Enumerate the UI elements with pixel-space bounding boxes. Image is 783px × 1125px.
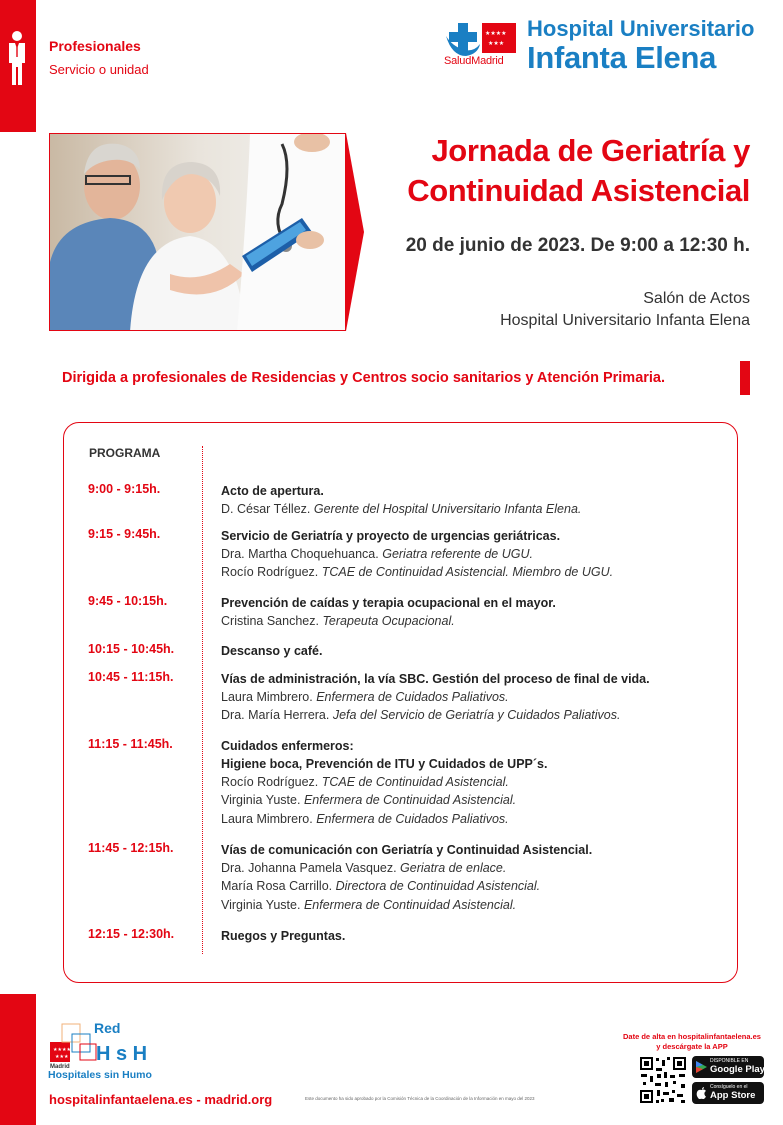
qr-code-icon[interactable] bbox=[639, 1056, 687, 1104]
program-title: Servicio de Geriatría y proyecto de urgencias geriátricas. bbox=[221, 529, 561, 543]
speaker-name: Virginia Yuste. bbox=[221, 793, 304, 808]
speaker-role: Jefa del Servicio de Geriatría y Cuidados Paliativos. bbox=[332, 708, 621, 723]
speaker-name: D. César Téllez. bbox=[221, 502, 314, 516]
program-speaker bbox=[221, 545, 731, 563]
app-text-line2: y descárgate la APP bbox=[656, 1042, 728, 1051]
program-time: 10:45 - 11:15h. bbox=[88, 670, 174, 684]
event-date: 20 de junio de 2023. De 9:00 a 12:30 h. bbox=[405, 235, 750, 256]
speaker-name: Dra. María Herrera. bbox=[221, 708, 333, 723]
program-title-2: Higiene boca, Prevención de ITU y Cuidados de UPP´s. bbox=[221, 757, 548, 771]
event-photo bbox=[49, 133, 346, 331]
speaker-name: Laura Mimbrero. bbox=[221, 690, 317, 704]
hospitales-sin-humo-label: Hospitales sin Humo bbox=[48, 1069, 152, 1081]
speaker-name: Cristina Sanchez. bbox=[221, 614, 323, 628]
app-download-text bbox=[612, 1032, 772, 1052]
program-content bbox=[221, 482, 731, 518]
program-title: Descanso y café. bbox=[221, 644, 323, 658]
speaker-role: Geriatra referente de UGU. bbox=[382, 547, 533, 561]
speaker-role: Gerente del Hospital Universitario Infanta Elena. bbox=[313, 502, 582, 516]
speaker-role: Directora de Continuidad Asistencial. bbox=[335, 879, 541, 894]
event-venue bbox=[500, 288, 750, 332]
app-store-button[interactable] bbox=[692, 1082, 764, 1104]
hospital-name-line1: Hospital Universitario bbox=[527, 16, 755, 41]
footer-red-strip bbox=[0, 994, 36, 1125]
program-speaker bbox=[221, 500, 731, 518]
target-audience: Dirigida a profesionales de Residencias y Centros socio sanitarios y Atención Primaria. bbox=[62, 370, 666, 386]
speaker-role: Enfermera de Continuidad Asistencial. bbox=[303, 897, 517, 912]
program-speaker bbox=[221, 896, 731, 914]
program-speaker bbox=[221, 688, 731, 706]
program-title: Ruegos y Preguntas. bbox=[221, 929, 346, 943]
google-play-label: Google Play bbox=[710, 1064, 765, 1075]
speaker-name: Virginia Yuste. bbox=[221, 897, 304, 912]
speaker-name: Rocío Rodríguez. bbox=[221, 565, 322, 580]
speaker-role: Enfermera de Continuidad Asistencial. bbox=[303, 793, 517, 808]
speaker-name: Dra. Johanna Pamela Vasquez. bbox=[221, 861, 401, 875]
audience-accent-bar bbox=[740, 361, 750, 395]
venue-line2: Hospital Universitario Infanta Elena bbox=[500, 312, 750, 329]
event-title bbox=[350, 131, 750, 211]
speaker-name: Dra. Martha Choquehuanca. bbox=[221, 547, 383, 561]
program-speaker bbox=[221, 859, 731, 877]
patients-doctor-illustration bbox=[50, 134, 346, 331]
app-text-line1: Date de alta en hospitalinfantaelena.es bbox=[623, 1032, 761, 1041]
program-speaker bbox=[221, 791, 731, 809]
program-title: Acto de apertura. bbox=[221, 484, 324, 498]
program-title: Vías de comunicación con Geriatría y Continuidad Asistencial. bbox=[221, 843, 593, 857]
footer-website[interactable]: hospitalinfantaelena.es - madrid.org bbox=[49, 1092, 273, 1107]
speaker-role: Enfermera de Cuidados Paliativos. bbox=[316, 690, 509, 704]
google-play-button[interactable] bbox=[692, 1056, 764, 1078]
speaker-name: María Rosa Carrillo. bbox=[221, 879, 336, 894]
program-content bbox=[221, 737, 731, 828]
program-content bbox=[221, 841, 731, 914]
program-time: 9:45 - 10:15h. bbox=[88, 594, 168, 608]
google-play-icon bbox=[696, 1061, 707, 1073]
program-content bbox=[221, 670, 731, 725]
section-title: Profesionales bbox=[49, 38, 141, 54]
program-time: 11:45 - 12:15h. bbox=[88, 841, 174, 855]
google-play-small: DISPONIBLE EN bbox=[710, 1058, 749, 1064]
program-speaker bbox=[221, 706, 731, 724]
program-speaker bbox=[221, 563, 731, 581]
program-content bbox=[221, 527, 731, 582]
program-time: 9:00 - 9:15h. bbox=[88, 482, 161, 496]
section-subtitle: Servicio o unidad bbox=[49, 62, 149, 77]
speaker-role: Terapeuta Ocupacional. bbox=[322, 614, 455, 628]
venue-line1: Salón de Actos bbox=[643, 290, 750, 307]
program-content bbox=[221, 594, 731, 630]
speaker-role: Enfermera de Cuidados Paliativos. bbox=[316, 811, 509, 826]
speaker-role: Geriatra de enlace. bbox=[400, 861, 507, 875]
speaker-role: TCAE de Continuidad Asistencial. bbox=[321, 775, 509, 789]
program-time: 11:15 - 11:45h. bbox=[88, 737, 173, 751]
program-content bbox=[221, 927, 731, 945]
red-label: Red bbox=[94, 1020, 121, 1036]
app-store-label: App Store bbox=[710, 1090, 756, 1101]
program-content bbox=[221, 642, 731, 660]
program-speaker bbox=[221, 612, 731, 630]
svg-text:★★★: ★★★ bbox=[488, 40, 505, 47]
program-title: Prevención de caídas y terapia ocupacional en el mayor. bbox=[221, 596, 556, 610]
hsh-letters: H s H bbox=[96, 1043, 148, 1065]
program-title: Cuidados enfermeros: bbox=[221, 739, 354, 753]
event-title-line2: Continuidad Asistencial bbox=[407, 173, 750, 208]
madrid-label: Madrid bbox=[50, 1064, 70, 1070]
program-time: 10:15 - 10:45h. bbox=[88, 642, 175, 656]
svg-text:★★★★: ★★★★ bbox=[485, 30, 507, 37]
speaker-name: Rocío Rodríguez. bbox=[221, 775, 322, 789]
program-divider bbox=[202, 446, 203, 954]
program-speaker bbox=[221, 810, 731, 828]
salud-madrid-label: SaludMadrid bbox=[444, 55, 504, 67]
program-title: Vías de administración, la vía SBC. Gestión del proceso de final de vida. bbox=[221, 672, 650, 686]
svg-text:★★★: ★★★ bbox=[55, 1054, 69, 1060]
speaker-name: Laura Mimbrero. bbox=[221, 811, 317, 826]
speaker-role: TCAE de Continuidad Asistencial. Miembro de UGU. bbox=[321, 565, 614, 580]
program-time: 9:15 - 9:45h. bbox=[88, 527, 161, 541]
hospital-name-line2: Infanta Elena bbox=[527, 40, 717, 75]
hospital-logo bbox=[444, 16, 779, 75]
approval-note: Este documento ha sido aprobado por la Comisión Técnica de la Coordinación de la Información en mayo del 2023 bbox=[305, 1096, 535, 1101]
event-title-line1: Jornada de Geriatría y bbox=[431, 133, 750, 168]
svg-text:★★★★: ★★★★ bbox=[53, 1047, 71, 1053]
apple-icon bbox=[696, 1087, 707, 1099]
program-heading: PROGRAMA bbox=[89, 446, 161, 460]
program-speaker bbox=[221, 877, 731, 895]
program-speaker bbox=[221, 773, 731, 791]
program-time: 12:15 - 12:30h. bbox=[88, 927, 175, 941]
professional-person-icon bbox=[6, 30, 28, 86]
app-store-small: Consíguelo en el bbox=[710, 1084, 748, 1090]
